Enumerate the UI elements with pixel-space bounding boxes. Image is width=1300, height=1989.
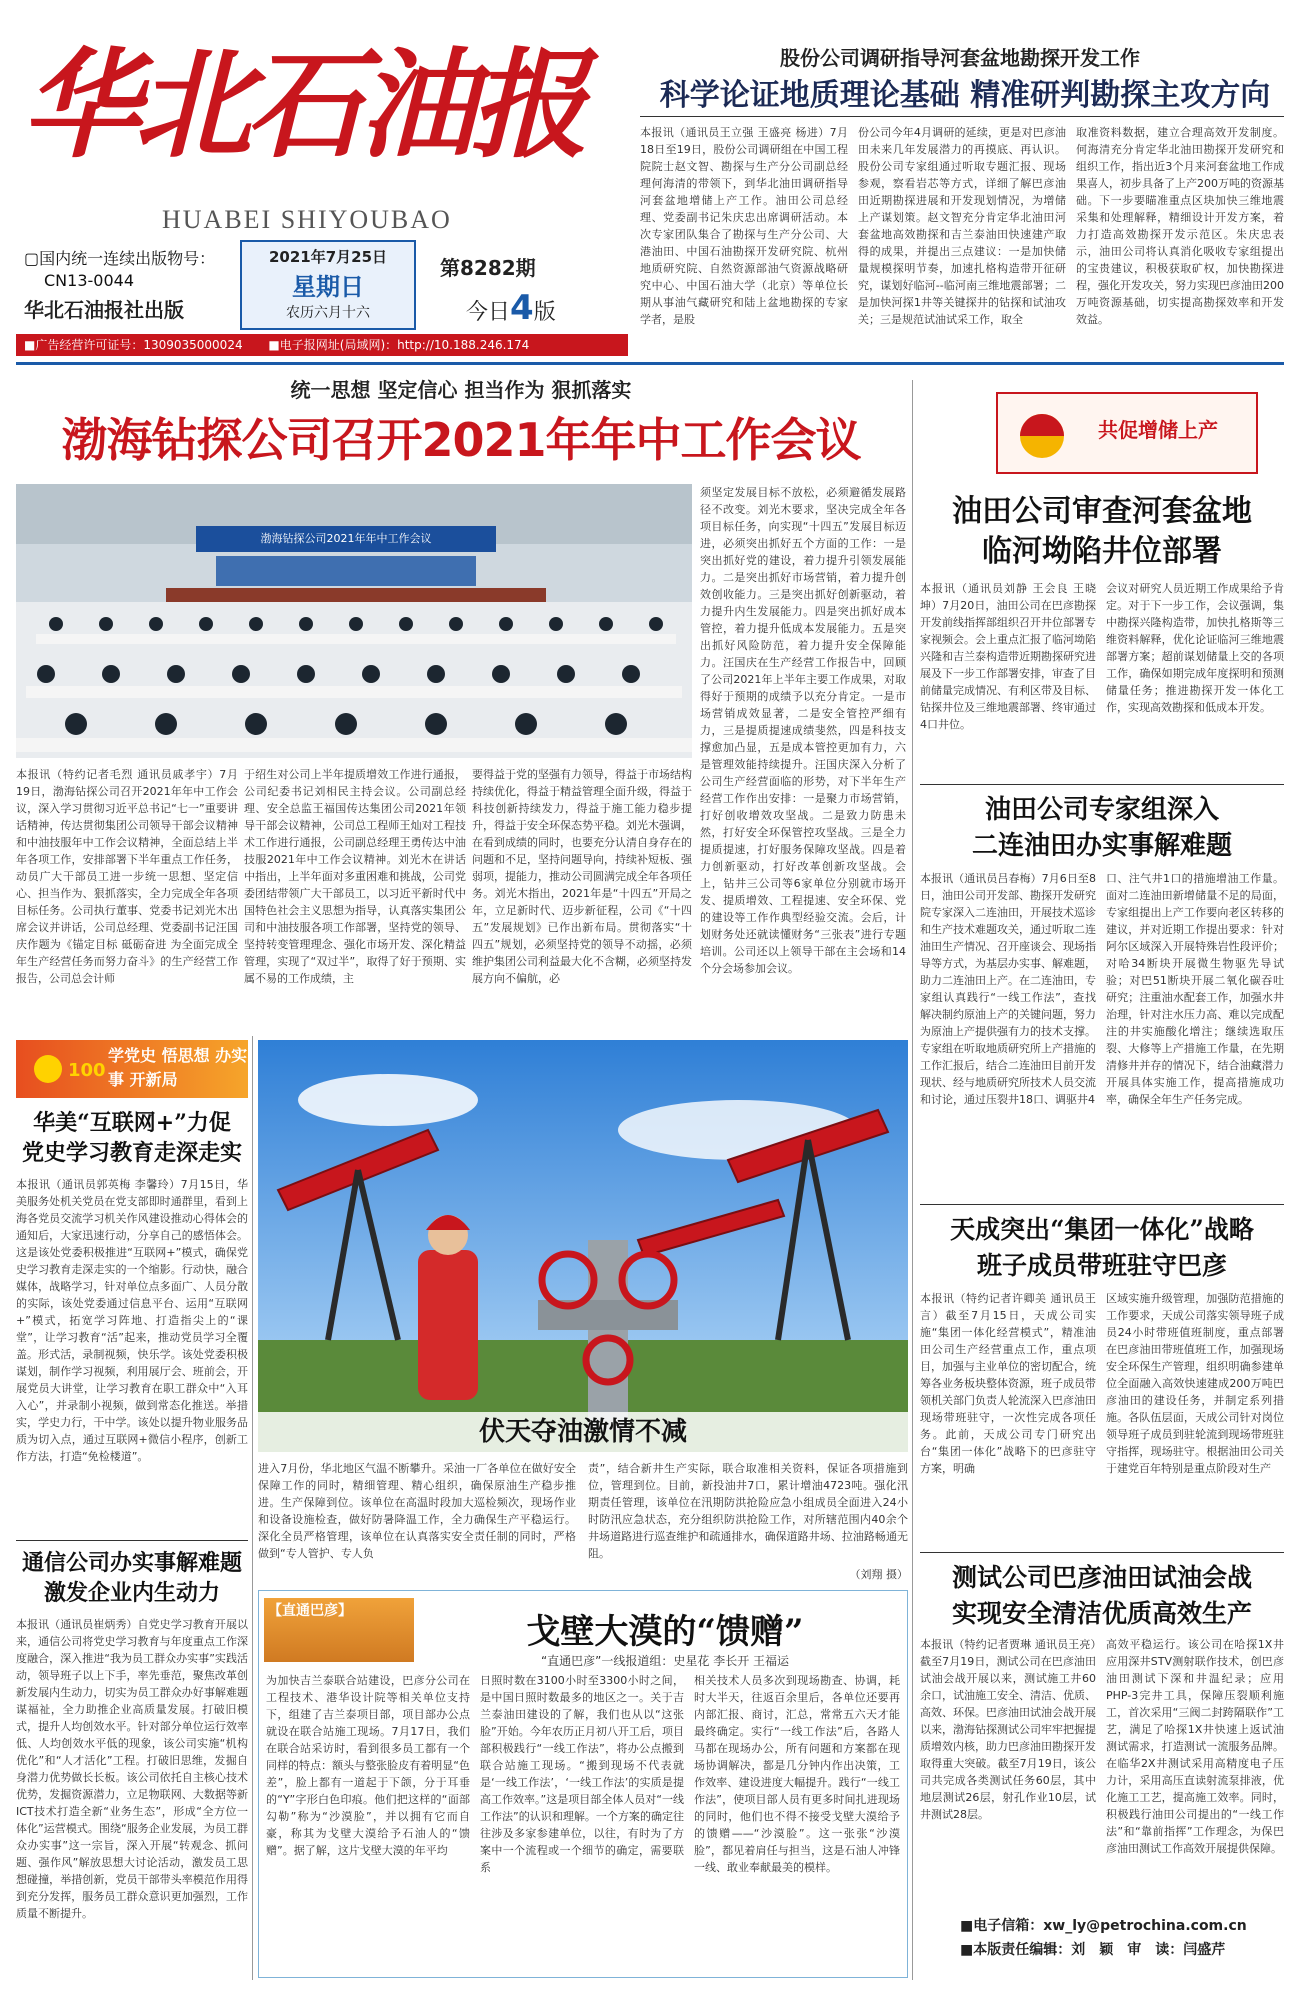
lead-col1: 本报讯（特约记者毛烈 通讯员戚孝宇）7月19日，渤海钻探公司召开2021年年中工作会议，深入学习贯彻习近平总书记“七一”重要讲话精神，传达贯彻集团公司领导干部会议精神和中油技服年中工作会议精神，全面总结上半年各项工作，安排部署下半年重点工作任务，动员广大干部员工进一步统一思想、坚定信心、担当作为、狠抓落实，全力完成全年各项目标任务。公司执行董事、党委书记刘光木出席会议并讲话，公司总经理、党委副书记汪国庆作题为《锚定目标 砥砺奋进 为全面完成全年生产经营任务而努力奋斗》的生产经营工作报告，公司总会计师 [16, 768, 238, 985]
lunar-date: 农历六月十六 [286, 305, 370, 321]
license-text: ■广告经营许可证号：1309035000024 [24, 338, 243, 352]
left-article-2-text: 本报讯（通讯员崔炳秀）自党史学习教育开展以来，通信公司将党史学习教育与年度重点工作深度融合，深入推进“我为员工群众办实事”实践活动，领导班子以上下手，率先垂范，聚焦改革创新发展内生动力，切实为员工群众办好事解难题谋福祉，全力助推企业高质量发展。打破旧模式，提升人均创效水平。针对部分单位运行效率低、人均创效水平低的现象，该公司实施“机构优化”和“人才活化”工程。打破旧思维，发掘自身潜力优势做长长板。该公司依托自主核心技术优势，发掘资源潜力，立足物联网、大数据等新ICT技术打造全新“业务生态”，形成“全方位一体化”运营模式。围绕“服务企业发展，为员工群众办实事”这一宗旨，深入开展“转观念、抓问题、强作风”解放思想大讨论活动，激发员工思想碰撞，举措创新，党员干部带头率模范作用得到充分发挥，服务员工群众意识更加强烈，工作质量不断提升。 [16, 1618, 248, 1920]
left-article-1-headline-l1: 华美“互联网+”力促 [33, 1110, 231, 1136]
feature-col3: 相关技术人员多次到现场勘查、协调，耗时大半天，往返百余里后，各单位还要再内部汇报、商讨，汇总，常常五六天才能最终确定。实行“一线工作法”后，各路人马都在现场办公，所有问题和方案都在现场协调解决，都是几分钟内作出决策，工作效率、建设进度大幅提升。践行“一线工作法”，使项目部人员有更多时间扎进现场的同时，他们也不得不接受戈壁大漠给予的馈赠——“沙漠脸”。这一张张“沙漠脸”，都见着肩任与担当，这是石油人冲锋一线、敢业奉献最美的模样。 [694, 1674, 900, 1874]
right-article-1-col2: 会议对研究人员近期工作成果给予肯定。对于下一步工作，会议强调，集中勘探兴隆构造带，加快扎格斯等三维资料解释，优化论证临河三维地震部署方案；超前谋划储量上交的各项工作，确保如期完成年度探明和预测储量任务；推进勘探开发一体化工作，实现高效勘探和低成本开发。 [1106, 582, 1284, 714]
today-prefix: 今日 [466, 300, 511, 325]
conference-hall-illustration [16, 484, 692, 758]
right-article-3-headline-l2: 班子成员带班驻守巴彦 [976, 1251, 1227, 1280]
petrochina-logo-icon [1002, 396, 1082, 472]
license-strip [16, 334, 628, 356]
left-article-2-headline-l1: 通信公司办实事解难题 [21, 1550, 242, 1576]
oilfield-pumpjack-illustration [258, 1040, 908, 1452]
page-count [466, 288, 556, 328]
right-article-3-headline-l1: 天成突出“集团一体化”战略 [950, 1215, 1254, 1244]
section-divider [16, 362, 1284, 365]
center-photo [258, 1040, 908, 1452]
feature-headline: 戈壁大漠的“馈赠” [526, 1612, 804, 1652]
lead-col4: 须坚定发展目标不放松，必须避循发展路径不改变。刘光木要求，坚决完成全年各项目标任务，向实现“十四五”发展目标迈进，必须突出抓好五个方面的工作：一是突出抓好党的建设，着力提升引领发展能力。二是突出抓好市场营销，着力提升创效创收能力。三是突出抓好创新驱动，着力提升内生发展能力。四是突出抓好成本管控，着力提升低成本发展能力。五是突出抓好风险防范，着力提升安全保障能力。汪国庆在生产经营工作报告中，回顾了公司2021年上半年主要工作成果，对取得好于预期的成绩予以充分肯定。一是市场营销成效显著，二是安全管控严细有力，三是提质提速成绩斐然，四是科技支撑愈加凸显，五是成本管控更加有力，六是管理效能持续提升。汪国庆深入分析了公司生产经营面临的形势，对下半年生产经营工作作出安排：一是聚力市场营销，打好创收增效攻坚战。二是致力防患未然，打好安全环保管控攻坚战。三是全力提质提速，打好服务保障攻坚战。四是着力创新驱动，打好改革创新攻坚战。会上，钻井三公司等6家单位分别就市场开发、提质增效、工程提速、安全环保、党的建设等工作作典型经验交流。会后，计划财务处还就读懂财务“三张表”进行专题培训。公司还以上领导干部在主会场和14个分会场参加会议。 [700, 486, 906, 975]
lead-col3: 要得益于党的坚强有力领导，得益于市场结构持续优化，得益于精益管理全面升级，得益于科技创新持续发力，得益于施工能力稳步提升，得益于安全环保态势平稳。刘光木强调，在看到成绩的同时，也要充分认清自身存在的问题和不足，坚持问题导向，持续补短板、强弱项，提能力，推动公司圆满完成全年各项任务。刘光木指出，2021年是“十四五”开局之年，立足新时代、迈步新征程，公司《“十四五”发展规划》已作出新布局。贯彻落实“十四五”规划，必须坚持党的领导不动摇，必须维护集团公司利益最大化不含糊，必须坚持发展方向不偏航，必 [472, 768, 692, 985]
column-rule [912, 380, 913, 1980]
lead-headline: 渤海钻探公司召开2021年年中工作会议 [61, 413, 861, 467]
publisher: 华北石油报社出版 [24, 298, 184, 322]
ad-box [996, 392, 1258, 474]
divider [920, 1204, 1284, 1205]
top-article-rule [640, 116, 1284, 117]
top-article-kicker: 股份公司调研指导河套盆地勘探开发工作 [780, 46, 1140, 70]
right-article-1-headline-l2: 临河坳陷井位部署 [982, 534, 1222, 569]
lead-photo-banner: 渤海钻探公司2021年年中工作会议 [260, 532, 432, 545]
top-article-col3: 取准资料数据，建立合理高效开发制度。何海清充分肯定华北油田勘探开发研究和组织工作，指出近3个月来河套盆地工作成果喜人，初步具备了上产200万吨的资源基础。下一步要瞄准重点区块加快三维地震采集和处理解释，精细设计开发方案，着力打造高效勘探开发示范区。朱庆忠表示，油田公司将认真消化吸收专家组提出的宝贵建议，积极获取矿权，加快勘探进程，强化开发攻关，努力实现巴彦油田200万吨资源基础，切实提高勘探效率和开发效益。 [1076, 126, 1284, 326]
today-num: 4 [510, 288, 534, 328]
column-rule [252, 1036, 253, 1980]
right-article-4-col1: 本报讯（特约记者贾琳 通讯员王亮）截至7月19日，测试公司在巴彦油田试油会战开展以来，测试施工井60余口，试油施工安全、清洁、优质、高效、环保。巴彦油田试油会战开展以来，渤海钻探测试公司牢牢把握提质增效内核，助力巴彦油田勘探开发取得重大突破。截至7月19日，该公司共完成各类测试任务60层，其中地层测试26层，射孔作业10层，试井测试28层。 [920, 1638, 1096, 1821]
left-article-2-headline-l2: 激发企业内生动力 [43, 1580, 220, 1606]
right-article-3-col1: 本报讯（特约记者许卿美 通讯员王言）截至7月15日，天成公司实施“集团一体化经营模式”，精准油田公司生产经营重点工作，重点项目，加强与主业单位的密切配合，统筹各业务板块整体资源，班子成员带领机关部门负责人轮流深入巴彦油田现场带班驻守，一次性完成各项任务。此前，天成公司专门研究出台“集团一体化”战略下的巴彦驻守方案，明确 [920, 1292, 1096, 1475]
right-article-1-col1: 本报讯（通讯员刘静 王会良 王晓坤）7月20日，油田公司在巴彦勘探开发前线指挥部组织召开井位部署专家视频会。会上重点汇报了临河坳陷兴隆和吉兰泰构造带近期勘探研究进展及下一步工作部署安排，审查了目前储量完成情况、有利区带及目标、钻探井位及三维地震部署、终审通过4口井位。 [920, 582, 1096, 731]
right-article-4-col2: 高效平稳运行。该公司在哈探1X井应用深井STV测射联作技术，创巴彦油田测试下深和井温纪录；应用PHP-3完井工具，保障压裂顺利施工，首次采用“三阀二封跨隔联作”工艺，满足了哈探1X井快速上返试油测试需求，打造测试一流服务品牌。在临华2X井测试采用高精度电子压力计，采用高压直读射流泵排液，优化施工工艺，提高施工效率。同时，积极践行油田公司提出的“一线工作法”和“靠前指挥”工作理念，为保巴彦油田测试工作高效开展提供保障。 [1106, 1638, 1284, 1855]
registration-info [24, 248, 234, 292]
center-text-col1: 进入7月份，华北地区气温不断攀升。采油一厂各单位在做好安全保障工作的同时，精细管理、精心组织，确保原油生产稳步推进。生产保障到位。该单位在高温时段加大巡检频次，现场作业和设备设施检查，做好防暑降温工作，全力确保生产平稳运行。深化全员严格管理，该单位在认真落实安全责任制的同时，严格做到“专人管护、专人负 [258, 1462, 576, 1560]
feature-col1: 为加快吉兰泰联合站建设，巴彦分公司在工程技术、港华设计院等相关单位支持下，组建了吉兰泰项目部，项目部办公点就设在联合站施工现场。7月17日，我们在联合站采访时，看到很多员工都有一个同样的特点：额头与整张脸皮有着明显“色差”，脸上都有一道起于下颌，分于耳垂的“Y”字形白色印痕。他们把这样的“面部勾勒”称为“沙漠脸”，并以拥有它而自豪，称其为戈壁大漠给予石油人的“馈赠”。据了解，这片戈壁大漠的年平均 [266, 1674, 470, 1857]
top-article-headline: 科学论证地质理论基础 精准研判勘探主攻方向 [659, 78, 1271, 113]
checkbox-icon: ▢ [24, 249, 40, 268]
right-article-2-headline-l1: 油田公司专家组深入 [984, 795, 1219, 825]
banner-text: 学党史 悟思想 办实事 开新局 [108, 1046, 248, 1089]
feature-tag: 【直通巴彦】 [268, 1603, 352, 1619]
weekday: 星期日 [292, 273, 364, 301]
party-emblem-icon [28, 1049, 106, 1089]
masthead-pinyin: HUABEI SHIYOUBAO [162, 205, 452, 234]
party-history-banner [16, 1040, 248, 1098]
lead-photo [16, 484, 692, 758]
right-article-3-headline [920, 1212, 1284, 1284]
left-article-1-text: 本报讯（通讯员郭英梅 李馨玲）7月15日，华美服务处机关党员在党支部即时通群里，看到上海各党员交流学习机关作风建设推动心得体会的通知后，大家迅速行动，分享自己的感悟体会。这是该处党委积极推进“互联网+”模式，确保党史学习教育走深走实的一个缩影。行动快，融合媒体，战略学习，针对单位点多面广、人员分散的实际，该处党委通过信息平台、运用“互联网+”模式，拓宽学习阵地、打造指尖上的“课堂”，让学习教育“活”起来，推动党员学习全覆盖。形式活，录制视频，快乐学。该处党委积极谋划，制作学习视频，利用展厅会、班前会，开展党员大讲堂，让学习教育在职工群众中“入耳入心”，并录制小视频，做到常态化推送。举措实，学史力行，干中学。该处以提升物业服务品质为切入点，通过互联网+微信小程序，创新工作方法，打造“免检楼道”。 [16, 1178, 248, 1463]
left-article-2-headline [16, 1548, 248, 1608]
divider [920, 1552, 1284, 1553]
page-footer [960, 1914, 1247, 1962]
right-article-1-headline-l1: 油田公司审查河套盆地 [952, 494, 1252, 529]
divider [16, 1540, 248, 1541]
today-suffix: 版 [533, 300, 556, 325]
top-article-col1: 本报讯（通讯员王立强 王盛亮 杨进）7月18日至19日，股份公司调研组在中国工程院院士赵文智、勘探与生产分公司副总经理何海清的带领下，到华北油田调研指导河套盆地增储上产工作。油田公司总经理、党委副书记朱庆忠出席调研活动。本次专家团队集合了勘探与生产分公司、大港油田、中国石油勘探开发研究院、杭州地质研究院、自然资源部油气资源战略研究中心、中国石油大学（北京）等单位长期从事油气藏研究和陆上盆地勘探的专家学者，是股 [640, 126, 848, 326]
right-article-2-col2: 口、注气井1口的措施增油工作量。面对二连油田新增储量不足的局面，专家组提出上产工作要向老区转移的建议，并对近期工作提出要求：针对阿尔区域深入开展特殊岩性段评价；对哈34断块开展微生物驱先导试验；对巴51断块开展二氧化碳吞吐研究；注重油水配套工作，加强水井治理，针对注水压力高、难以完成配注的井实施酸化增注；继续选取压裂、大修等上产措施工作量，在先期清修井并存的情况下，结合油藏潜力开展具体实施工作，提高措施成功率，确保全年生产任务完成。 [1106, 872, 1284, 1106]
footer-email[interactable]: ■电子信箱：xw_ly@petrochina.com.cn [960, 1918, 1247, 1934]
footer-editor: ■本版责任编辑：刘 颖 审 读：闫盛芹 [960, 1942, 1226, 1958]
ad-text: 共促增储上产 [1098, 418, 1218, 442]
web-text[interactable]: ■电子报网址(局域网)：http://10.188.246.174 [268, 338, 530, 352]
feature-byline: “直通巴彦”一线报道组：史星花 李长开 王福运 [540, 1654, 790, 1668]
lead-col2: 于绍生对公司上半年提质增效工作进行通报，公司纪委书记刘相民主持会议。公司副总经理、安全总监王福国传达集团公司2021年领导干部会议精神，公司总工程师王灿对工程技术工作进行通报，公司副总经理王勇传达中油技服2021年中工作会议精神。刘光木在讲话中指出，上半年面对多重困难和挑战，公司党委团结带领广大干部员工，以习近平新时代中国特色社会主义思想为指导，认真落实集团公司和中油技服各项工作部署，坚持党的领导、坚持转变管理理念、强化市场开发、深化精益管理，实现了“双过半”，取得了好于预期、实属不易的工作成绩，主 [244, 768, 466, 985]
divider [920, 784, 1284, 785]
right-article-3-col2: 区域实施升级管理，加强防范措施的工作要求，天成公司落实领导班子成员24小时带班值班制度，重点部署在巴彦油田带班值班工作，加强现场安全环保生产管理，组织明确参建单位全面融入高效快速建成200万吨巴彦油田的建设任务，并制定系列措施。各队伍层面，天成公司针对岗位领导班子成员到驻轮流到现场带班驻守指挥，现场驻守。根据油田公司关于建党百年特别是重点阶段对生产 [1106, 1292, 1284, 1475]
right-article-2-headline [920, 792, 1284, 864]
right-article-2-col1: 本报讯（通讯员吕春梅）7月6日至8日，油田公司开发部、勘探开发研究院专家深入二连油田，开展技术巡诊和生产技术难题攻关，通过听取二连油田生产情况、召开座谈会、现场指导等方式，为基层办实事、解难题，助力二连油田上产。在二连油田，专家组认真践行“一线工作法”，查找解决制约原油上产的关键问题，努力为原油上产提供强有力的技术支撑。专家组在听取地质研究所上产措施的工作汇报后，结合二连油田目前开发现状、经与地质研究所技术人员交流和讨论，通过压裂井18口、调驱井4 [920, 872, 1096, 1106]
masthead-title: 华北石油报 [22, 35, 583, 174]
top-article-col2: 份公司今年4月调研的延续，更是对巴彦油田未来几年发展潜力的再摸底、再认识。股份公司专家组通过听取专题汇报、现场参观，察看岩芯等方式，详细了解巴彦油田近期勘探进展和开发现划情况，为增储上产谋划策。赵文智充分肯定华北油田河套盆地高效勘探和吉兰泰油田快速建产取得的成果，并提出三点建议：一是加快储量规模探明节奏，加速扎格构造带开征研究，谋划好临河--临河南三维地震部署；二是加快河探1井等关键探井的钻探和试油攻关；三是规范试油试采工作，取全 [858, 126, 1066, 326]
reg-line-1: 国内统一连续出版物号： [39, 249, 216, 268]
reg-line-2: CN13-0044 [44, 271, 134, 290]
svg-text:100: 100 [68, 1060, 106, 1081]
photo-credit: （刘翔 摄） [849, 1568, 908, 1581]
right-article-2-headline-l2: 二连油田办实事解难题 [971, 831, 1232, 861]
left-article-1-headline [16, 1108, 248, 1168]
right-article-4-headline [920, 1560, 1284, 1632]
issue-number: 第8282期 [440, 256, 536, 280]
feature-col2: 日照时数在3100小时至3300小时之间，是中国日照时数最多的地区之一。关于吉兰泰油田建设的了解，我们也从以“这张脸”开始。今年农历正月初八开工后，项目部积极践行“一线工作法”，将办公点搬到联合站施工现场。“搬到现场不代表就是‘一线工作法’，‘一线工作法’的实质是提高工作效率。”这是项目部全体人员对“一线工作法”的认识和理解。一个方案的确定往往涉及多家参建单位，以往，有时为了方案中一个流程或一个细节的确定，需要联系 [480, 1674, 684, 1874]
feature-tag-photo [264, 1598, 414, 1662]
right-article-4-headline-l2: 实现安全清洁优质高效生产 [951, 1599, 1252, 1628]
date-box [240, 240, 416, 330]
center-photo-caption: 伏天夺油激情不减 [258, 1412, 908, 1452]
issue-date: 2021年7月25日 [268, 248, 388, 266]
right-article-4-headline-l1: 测试公司巴彦油田试油会战 [951, 1563, 1252, 1592]
right-article-1-headline [920, 492, 1284, 572]
lead-kicker: 统一思想 坚定信心 担当作为 狠抓落实 [290, 378, 632, 402]
left-article-1-headline-l2: 党史学习教育走深走实 [21, 1140, 242, 1166]
center-text-col2: 责”，结合新井生产实际，联合取准相关资料，保证各项措施到位，管理到位。目前，新投油井7口，累计增油4723吨。强化汛期责任管理，该单位在汛期防洪抢险应急小组成员全面进入24小时防汛应急状态，充分组织防洪抢险工作，对所辖范围内40余个井场道路进行巡查维护和疏通排水，确保道路井场、拉油路畅通无阻。 [588, 1462, 908, 1560]
